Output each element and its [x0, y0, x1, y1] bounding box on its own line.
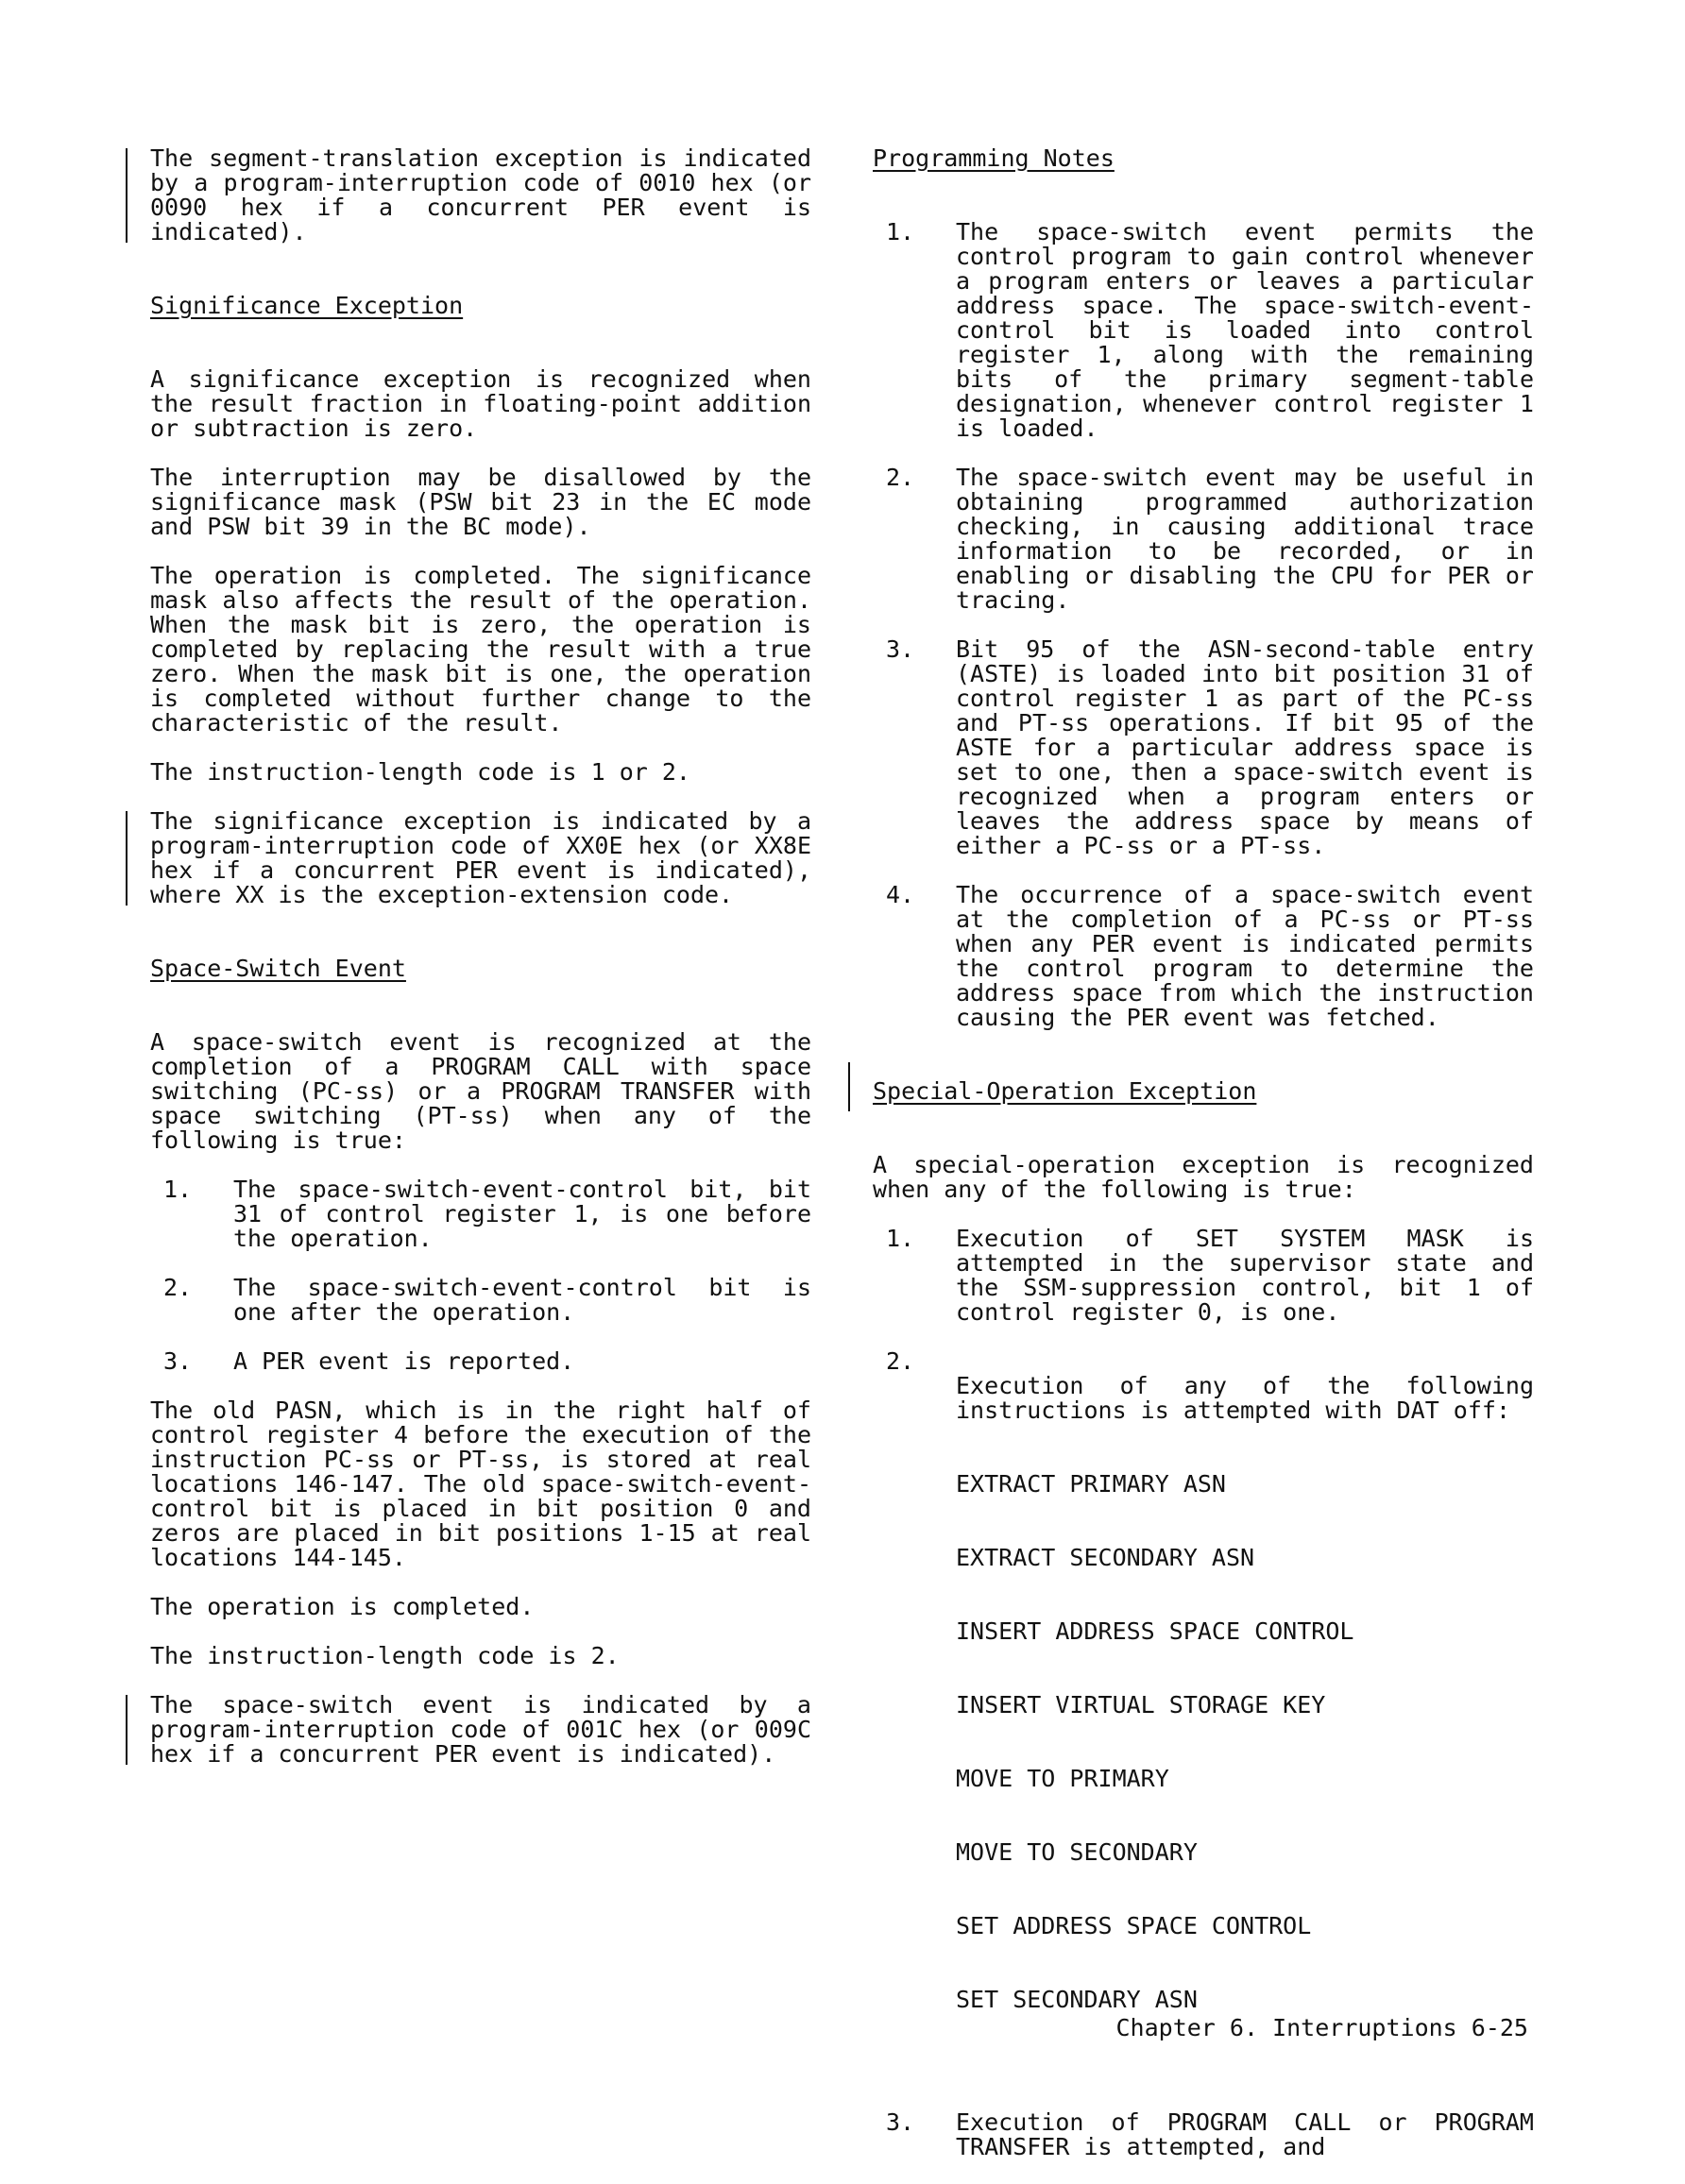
space-switch-paragraph-3: The operation is completed.	[150, 1593, 535, 1620]
list-item	[873, 466, 1534, 613]
list-text: Execution of SET SYSTEM MASK is attempted in the supervisor state and the SSM-suppression control, bit 1 of control register 0, is one.	[956, 1225, 1534, 1326]
instruction-name: SET ADDRESS SPACE CONTROL	[956, 1912, 1312, 1939]
list-item	[150, 1276, 811, 1325]
special-operation-paragraph-1: A special-operation exception is recognized when any of the following is true:	[873, 1151, 1534, 1203]
revision-bar	[848, 1062, 850, 1111]
list-text: The occurrence of a space-switch event at the completion of a PC-ss or PT-ss when any PER event is indicated permits the control program to determine the address space from which the instruction causing the PER event was fetched.	[956, 881, 1534, 1031]
item-2-text: Execution of any of the following instructions is attempted with DAT off:	[956, 1372, 1534, 1424]
segment-translation-paragraph: The segment-translation exception is indicated by a program-interruption code of 0010 hex (or 0090 hex if a concurrent PER event is indicated).	[150, 144, 811, 245]
list-text: The space-switch-event-control bit is one after the operation.	[233, 1274, 811, 1326]
significance-paragraph-4: The instruction-length code is 1 or 2.	[150, 758, 690, 786]
instruction-name: MOVE TO PRIMARY	[956, 1765, 1169, 1792]
list-item	[873, 2110, 1534, 2159]
list-text	[956, 1349, 1534, 2086]
list-number: 3.	[886, 635, 915, 663]
list-number: 1.	[163, 1176, 193, 1203]
space-switch-conditions-list	[150, 1177, 811, 1374]
list-text: The space-switch event permits the control program to gain control whenever a program enters or leaves a particular address space. The space-switch-event-control bit is loaded into control register 1, along with the remaining bits of the primary segment-table designation, whenever control register 1 is loaded.	[956, 218, 1534, 442]
space-switch-paragraph-4: The instruction-length code is 2.	[150, 1642, 620, 1669]
list-text: The space-switch event may be useful in obtaining programmed authorization checking, in causing additional trace information to be recorded, or in enabling or disabling the CPU for PER or tracing.	[956, 464, 1534, 614]
significance-exception-heading: Significance Exception	[150, 292, 464, 319]
page-footer: Chapter 6. Interruptions 6-25	[1115, 2014, 1528, 2041]
significance-paragraph-3: The operation is completed. The significance mask also affects the result of the operation. When the mask bit is zero, the operation is completed by replacing the result with a true zero. When the mask bit is one, the operation is completed without further change to the characteristic of the result.	[150, 562, 811, 736]
programming-notes-heading: Programming Notes	[873, 144, 1115, 172]
instruction-name: MOVE TO SECONDARY	[956, 1838, 1198, 1866]
list-number: 2.	[886, 1347, 915, 1375]
significance-paragraph-1: A significance exception is recognized when the result fraction in floating-point addition or subtraction is zero.	[150, 365, 811, 442]
instruction-name: EXTRACT PRIMARY ASN	[956, 1470, 1226, 1498]
list-number: 1.	[886, 218, 915, 245]
list-number: 3.	[163, 1347, 193, 1375]
list-text: Bit 95 of the ASN-second-table entry (ASTE) is loaded into bit position 31 of control register 1 as part of the PC-ss and PT-ss operations. If bit 95 of the ASTE for a particular address space is set to one, then a space-switch event is recognized when a program enters or leaves the address space by means of either a PC-ss or a PT-ss.	[956, 635, 1534, 859]
instruction-list	[956, 1448, 1534, 2061]
list-text: A PER event is reported.	[233, 1347, 575, 1375]
list-item	[873, 1227, 1534, 1325]
special-operation-exception-heading: Special-Operation Exception	[873, 1077, 1257, 1105]
right-column	[873, 146, 1534, 2184]
significance-paragraph-2: The interruption may be disallowed by the significance mask (PSW bit 23 in the EC mode and PSW bit 39 in the BC mode).	[150, 464, 811, 540]
list-item	[873, 637, 1534, 858]
list-number: 2.	[886, 464, 915, 491]
list-item	[873, 1349, 1534, 2086]
list-item	[873, 883, 1534, 1030]
programming-notes-list	[873, 220, 1534, 1030]
space-switch-paragraph-2: The old PASN, which is in the right half of control register 4 before the execution of the instruction PC-ss or PT-ss, is stored at real locations 146-147. The old space-switch-event-control bit is placed in bit position 0 and zeros are placed in bit positions 1-15 at real locations 144-145.	[150, 1397, 811, 1571]
list-text: Execution of PROGRAM CALL or PROGRAM TRANSFER is attempted, and	[956, 2108, 1534, 2160]
list-text: The space-switch-event-control bit, bit 31 of control register 1, is one before the operation.	[233, 1176, 811, 1252]
space-switch-paragraph-1: A space-switch event is recognized at the completion of a PROGRAM CALL with space switching (PC-ss) or a PROGRAM TRANSFER with space switching (PT-ss) when any of the following is true:	[150, 1028, 811, 1154]
list-number: 4.	[886, 881, 915, 908]
instruction-name: INSERT VIRTUAL STORAGE KEY	[956, 1691, 1326, 1718]
instruction-name: SET SECONDARY ASN	[956, 1986, 1198, 2013]
list-number: 2.	[163, 1274, 193, 1301]
list-item	[150, 1349, 811, 1374]
instruction-name: EXTRACT SECONDARY ASN	[956, 1544, 1255, 1571]
space-switch-paragraph-5: The space-switch event is indicated by a program-interruption code of 001C hex (or 009C hex if a concurrent PER event is indicated).	[150, 1691, 811, 1768]
list-item	[873, 220, 1534, 441]
list-item	[150, 1177, 811, 1251]
significance-paragraph-5: The significance exception is indicated by a program-interruption code of XX0E hex (or XX8E hex if a concurrent PER event is indicated), where XX is the exception-extension code.	[150, 807, 811, 908]
space-switch-event-heading: Space-Switch Event	[150, 955, 406, 982]
instruction-name: INSERT ADDRESS SPACE CONTROL	[956, 1617, 1354, 1645]
left-column	[150, 146, 811, 1791]
list-number: 1.	[886, 1225, 915, 1252]
list-number: 3.	[886, 2108, 915, 2136]
